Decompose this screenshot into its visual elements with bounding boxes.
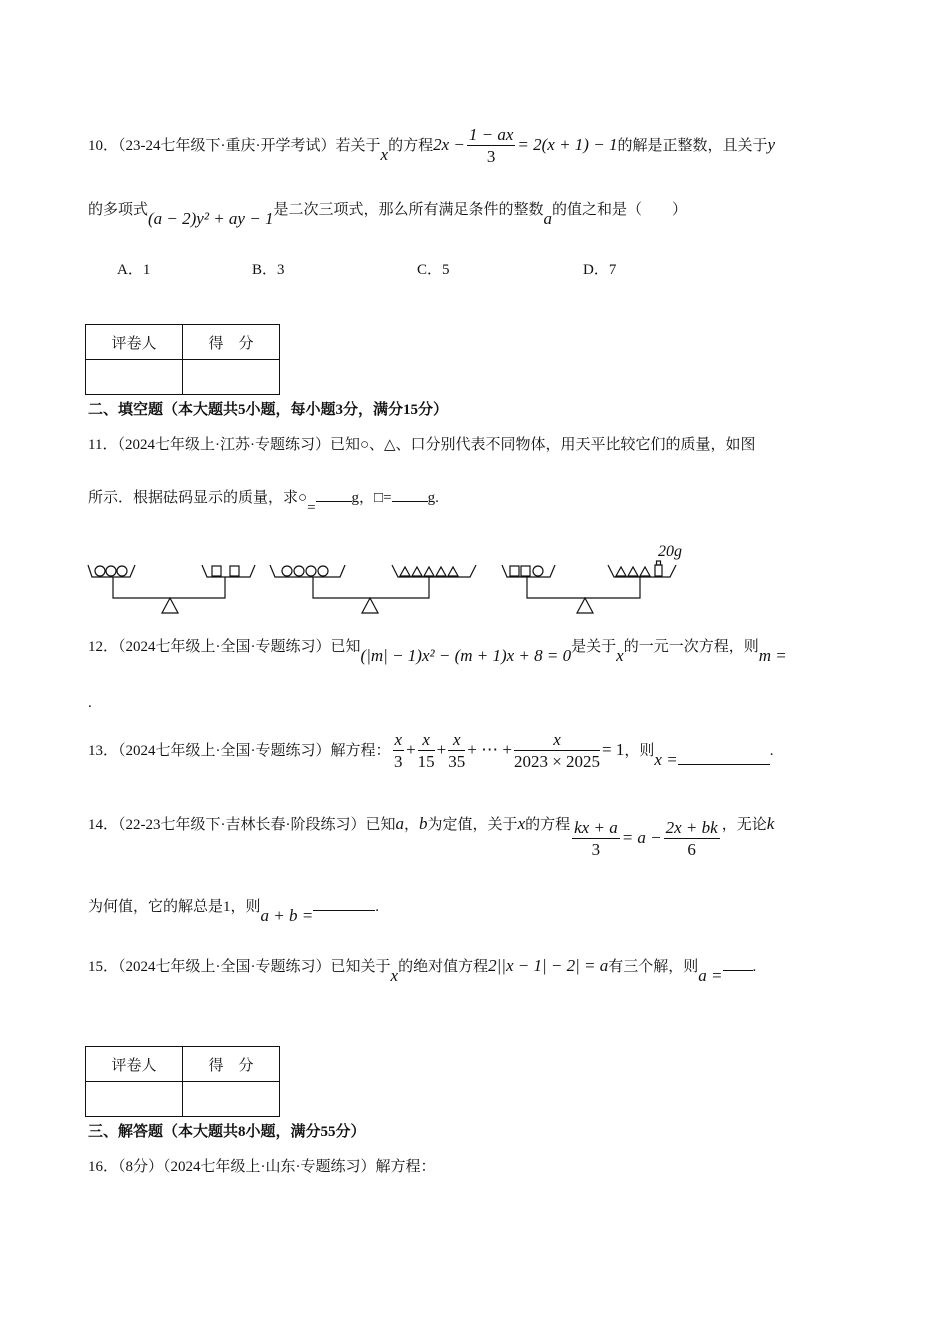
question-number: 15． bbox=[88, 959, 119, 975]
fraction-denominator: 2023 × 2025 bbox=[513, 752, 601, 771]
fraction-numerator: x bbox=[418, 730, 435, 751]
question-10-line-1 bbox=[88, 125, 775, 168]
option-c: C．5 bbox=[417, 262, 450, 278]
question-number: 12． bbox=[88, 639, 119, 655]
score-table bbox=[85, 324, 280, 395]
math-var: x bbox=[390, 966, 399, 985]
math-var: k bbox=[766, 813, 775, 833]
section-heading: 三、解答题（本大题共8小题，满分55分） bbox=[88, 1124, 366, 1140]
question-text: ， bbox=[404, 816, 420, 833]
question-number: 16． bbox=[88, 1159, 119, 1175]
question-10-line-2 bbox=[88, 198, 687, 228]
fraction-numerator: x bbox=[514, 730, 600, 751]
question-text: 的解是正整数，且关于 bbox=[617, 137, 768, 154]
option-d: D．7 bbox=[583, 262, 617, 278]
equals-sign: = bbox=[307, 500, 316, 516]
equation: 2||x − 1| − 2| = a bbox=[488, 956, 609, 975]
math-var: x bbox=[380, 144, 389, 164]
period: . bbox=[769, 742, 774, 759]
period: . bbox=[752, 959, 757, 975]
option-b: B．3 bbox=[252, 262, 285, 278]
grader-cell bbox=[86, 360, 183, 395]
score-cell bbox=[183, 1082, 280, 1117]
weight-label: 20g bbox=[658, 543, 682, 560]
question-12-line-1 bbox=[88, 635, 787, 665]
math-var: x bbox=[616, 646, 624, 665]
fraction bbox=[418, 730, 435, 773]
question-text: 若关于 bbox=[335, 137, 381, 154]
question-text: 是关于 bbox=[571, 639, 617, 655]
question-11-line-1 bbox=[88, 433, 756, 454]
fraction-numerator: x bbox=[448, 730, 465, 751]
question-text: 解方程： bbox=[375, 1159, 436, 1175]
question-number: 11． bbox=[88, 437, 118, 453]
question-14-line-1 bbox=[88, 804, 775, 859]
fraction-denominator: 3 bbox=[591, 840, 601, 859]
balance-diagrams bbox=[80, 535, 700, 620]
question-text: 的值之和是（ ） bbox=[551, 202, 687, 218]
question-text: 的多项式 bbox=[88, 202, 149, 218]
question-text: 的方程 bbox=[525, 816, 571, 833]
fraction-numerator: x bbox=[394, 730, 403, 749]
fraction bbox=[664, 818, 720, 861]
section-heading: 二、填空题（本大题共5小题，每小题3分，满分15分） bbox=[88, 402, 449, 418]
answer-blank bbox=[392, 501, 428, 502]
fraction-denominator: 3 bbox=[486, 147, 496, 166]
question-11-line-2 bbox=[88, 486, 439, 516]
period: . bbox=[88, 695, 92, 711]
fraction-denominator: 3 bbox=[394, 752, 403, 771]
question-number: 13． bbox=[88, 742, 119, 759]
math-var: m = bbox=[758, 646, 787, 665]
math-var: a bbox=[543, 209, 552, 228]
math-var: x = bbox=[654, 749, 678, 769]
answer-blank bbox=[678, 764, 770, 765]
balance-3 bbox=[502, 561, 676, 613]
polynomial: (a − 2)y² + ay − 1 bbox=[148, 209, 274, 228]
grader-header: 评卷人 bbox=[86, 325, 183, 360]
question-text: ，则 bbox=[624, 742, 655, 759]
question-text: 为何值，它的解总是1，则 bbox=[88, 899, 261, 915]
answer-blank bbox=[313, 910, 375, 911]
fraction bbox=[467, 125, 516, 168]
question-text: 的方程 bbox=[388, 137, 434, 154]
question-text: 的绝对值方程 bbox=[398, 959, 489, 975]
question-14-line-2 bbox=[88, 895, 379, 925]
question-16-line bbox=[88, 1155, 436, 1176]
question-text: 已知○、△、口分别代表不同物体，用天平比较它们的质量，如图 bbox=[329, 437, 756, 453]
fraction-numerator: kx + a bbox=[574, 818, 618, 837]
math-var: y bbox=[767, 134, 776, 154]
equation-part: = 1 bbox=[602, 739, 625, 759]
question-15-line bbox=[88, 955, 757, 985]
ellipsis: + ⋯ + bbox=[467, 739, 512, 759]
question-source: （2024七年级上·江苏·专题练习） bbox=[117, 437, 330, 453]
question-text: 所示．根据砝码显示的质量，求○ bbox=[88, 490, 308, 506]
question-13-line: 13．（2024七年级上·全国·专题练习）解方程： $\frac{x}{3}$ + $\frac{x}{15}$ + $\frac{x}{35}$ + ⋯ + $\frac{x}{2023 \times 2025}$ = 1，则x = . bbox=[88, 730, 774, 771]
grader-cell bbox=[86, 1082, 183, 1117]
question-text: 为定值，关于 bbox=[427, 816, 518, 833]
question-text: 已知 bbox=[330, 639, 361, 655]
score-header: 得 分 bbox=[183, 325, 280, 360]
math-var: a = bbox=[698, 966, 723, 985]
fraction bbox=[514, 730, 600, 773]
question-source: （2024七年级上·全国·专题练习） bbox=[118, 639, 331, 655]
question-source: （2024七年级上·全国·专题练习） bbox=[118, 742, 331, 759]
score-table bbox=[85, 1046, 280, 1117]
math-var: a bbox=[395, 813, 405, 833]
balance-1 bbox=[88, 565, 255, 613]
fraction bbox=[572, 818, 620, 861]
fraction-numerator: 2x + bk bbox=[665, 818, 718, 837]
question-number: 10． bbox=[88, 137, 119, 154]
fraction-denominator: 35 bbox=[448, 752, 466, 771]
question-text: 已知关于 bbox=[330, 959, 391, 975]
equation-part: = 2(x + 1) − 1 bbox=[517, 134, 618, 154]
balance-2 bbox=[270, 565, 476, 613]
question-text: 有三个解，则 bbox=[608, 959, 699, 975]
question-source: （2024七年级上·山东·专题练习） bbox=[163, 1159, 376, 1175]
equation-part: 2x − bbox=[433, 134, 465, 154]
answer-blank bbox=[316, 501, 352, 502]
grader-header: 评卷人 bbox=[86, 1047, 183, 1082]
score-cell bbox=[183, 360, 280, 395]
equation: (|m| − 1)x² − (m + 1)x + 8 = 0 bbox=[360, 646, 572, 665]
fraction-denominator: 15 bbox=[417, 752, 435, 771]
option-a: A．1 bbox=[117, 262, 151, 278]
score-header: 得 分 bbox=[183, 1047, 280, 1082]
answer-blank bbox=[723, 970, 753, 971]
question-number: 14． bbox=[88, 816, 119, 833]
question-source: （2024七年级上·全国·专题练习） bbox=[118, 959, 331, 975]
question-text: ，无论 bbox=[721, 816, 767, 833]
question-text: g. bbox=[427, 490, 439, 506]
fraction bbox=[448, 730, 465, 773]
question-text: 解方程： bbox=[330, 742, 391, 759]
question-points: （8分） bbox=[118, 1159, 164, 1175]
fraction-denominator: 6 bbox=[687, 840, 696, 859]
fraction-numerator: 1 − ax bbox=[468, 125, 514, 144]
question-text: g，□= bbox=[351, 490, 392, 506]
question-text: 的一元一次方程，则 bbox=[623, 639, 759, 655]
math-expression: a + b = bbox=[260, 906, 314, 925]
question-text: 已知 bbox=[365, 816, 396, 833]
equation-part: = a − bbox=[621, 827, 662, 847]
question-source: （23-24七年级下·重庆·开学考试） bbox=[118, 137, 336, 154]
math-var: x bbox=[517, 813, 526, 833]
question-source: （22-23七年级下·吉林长春·阶段练习） bbox=[118, 816, 366, 833]
question-text: 是二次三项式，那么所有满足条件的整数 bbox=[273, 202, 544, 218]
math-var: b bbox=[419, 813, 428, 833]
fraction bbox=[393, 730, 405, 773]
period: . bbox=[375, 899, 379, 915]
